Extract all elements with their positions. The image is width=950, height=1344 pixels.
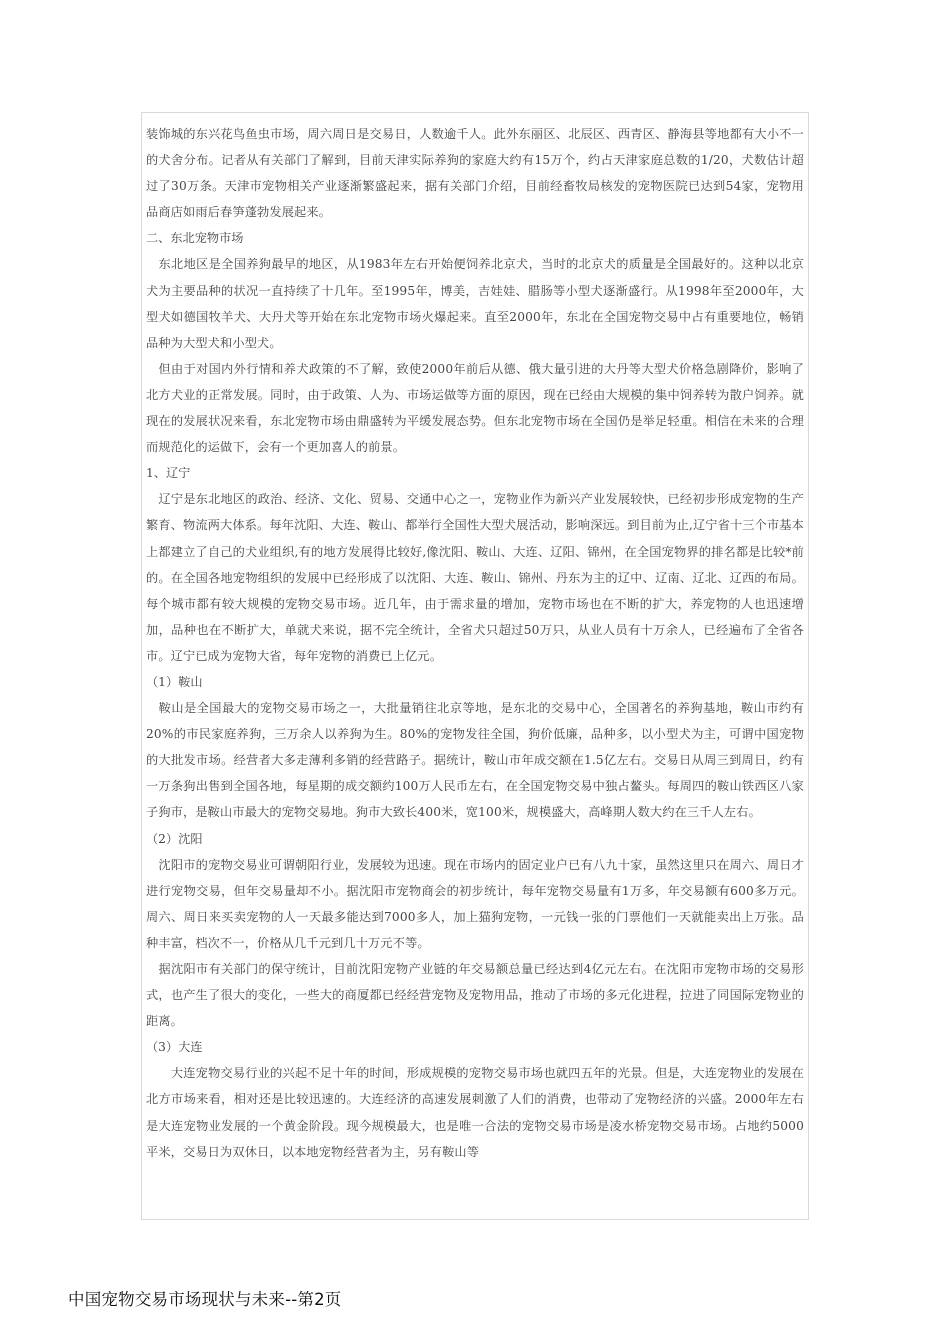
section-heading: （3）大连 <box>146 1040 203 1055</box>
paragraph: 辽宁是东北地区的政治、经济、文化、贸易、交通中心之一，宠物业作为新兴产业发展较快，已经初步形成宠物的生产繁育、物流两大体系。每年沈阳、大连、鞍山、都举行全国性大型犬展活动，影响深远。到目前为止,辽宁省十三个市基本上都建立了自己的犬业组织,有的地方发展得比较好,像沈阳、鞍山、大连、辽阳、锦州，在全国宠物界的排名都是比较*前的。在全国各地宠物组织的发展中已经形成了以沈阳、大连、鞍山、锦州、丹东为主的辽中、辽南、辽北、辽西的布局。每个城市都有较大规模的宠物交易市场。近几年，由于需求量的增加，宠物市场也在不断的扩大，养宠物的人也迅速增加，品种也在不断扩大，单就犬来说，据不完全统计，全省犬只超过50万只，从业人员有十万余人，已经遍布了全省各市。辽宁已成为宠物大省，每年宠物的消费已上亿元。 <box>146 492 804 663</box>
section-heading: 1、辽宁 <box>146 466 191 481</box>
page-footer: 中国宠物交易市场现状与未来--第2页 <box>68 1290 342 1309</box>
paragraph: 但由于对国内外行情和养犬政策的不了解，致使2000年前后从德、俄大量引进的大丹等大型犬价格急剧降价，影响了北方犬业的正常发展。同时，由于政策、人为、市场运做等方面的原因，现在已经由大规模的集中饲养转为散户饲养。就现在的发展状况来看，东北宠物市场由鼎盛转为平缓发展态势。但东北宠物市场在全国仍是举足轻重。相信在未来的合理而规范化的运做下，会有一个更加喜人的前景。 <box>146 361 804 455</box>
section-heading: 二、东北宠物市场 <box>146 231 244 246</box>
document-body <box>142 113 808 1165</box>
section-heading: （2）沈阳 <box>146 831 203 846</box>
page-frame <box>141 112 809 1220</box>
paragraph: 装饰城的东兴花鸟鱼虫市场，周六周日是交易日，人数逾千人。此外东丽区、北辰区、西青区、静海县等地都有大小不一的犬舍分布。记者从有关部门了解到，目前天津实际养狗的家庭大约有15万个，约占天津家庭总数的1/20，犬数估计超过了30万条。天津市宠物相关产业逐渐繁盛起来，据有关部门介绍，目前经畜牧局核发的宠物医院已达到54家，宠物用品商店如雨后春笋蓬勃发展起来。 <box>146 127 804 220</box>
paragraph: 据沈阳市有关部门的保守统计，目前沈阳宠物产业链的年交易额总量已经达到4亿元左右。在沈阳市宠物市场的交易形式，也产生了很大的变化，一些大的商厦都已经经营宠物及宠物用品，推动了市场的多元化进程，拉进了同国际宠物业的距离。 <box>146 962 804 1029</box>
paragraph: 沈阳市的宠物交易业可谓朝阳行业，发展较为迅速。现在市场内的固定业户已有八九十家，虽然这里只在周六、周日才进行宠物交易，但年交易量却不小。据沈阳市宠物商会的初步统计，每年宠物交易量有1万多，年交易额有600多万元。周六、周日来买卖宠物的人一天最多能达到7000多人，加上猫狗宠物，一元钱一张的门票他们一天就能卖出上万张。品种丰富，档次不一，价格从几千元到几十万元不等。 <box>146 857 804 950</box>
section-heading: （1）鞍山 <box>146 674 203 689</box>
paragraph: 鞍山是全国最大的宠物交易市场之一，大批量销往北京等地，是东北的交易中心，全国著名的养狗基地，鞍山市约有20%的市民家庭养狗，三万余人以养狗为生。80%的宠物发往全国，狗价低廉，品种多，以小型犬为主，可谓中国宠物的大批发市场。经营者大多走薄利多销的经营路子。据统计，鞍山市年成交额在1.5亿左右。交易日从周三到周日，约有一万条狗出售到全国各地，每星期的成交额约100万人民币左右，在全国宠物交易中独占鳌头。每周四的鞍山铁西区八家子狗市，是鞍山市最大的宠物交易地。狗市大致长400米，宽100米，规模盛大，高峰期人数大约在三千人左右。 <box>146 701 804 820</box>
paragraph: 东北地区是全国养狗最早的地区，从1983年左右开始便饲养北京犬，当时的北京犬的质量是全国最好的。这种以北京犬为主要品种的状况一直持续了十几年。至1995年，博美，吉娃娃、腊肠等小型犬逐渐盛行。从1998年至2000年，大型犬如德国牧羊犬、大丹犬等开始在东北宠物市场火爆起来。直至2000年，东北在全国宠物交易中占有重要地位，畅销品种为大型犬和小型犬。 <box>146 257 804 350</box>
paragraph: 大连宠物交易行业的兴起不足十年的时间，形成规模的宠物交易市场也就四五年的光景。但是，大连宠物业的发展在北方市场来看，相对还是比较迅速的。大连经济的高速发展刺激了人们的消费，也带动了宠物经济的兴盛。2000年左右是大连宠物业发展的一个黄金阶段。现今规模最大，也是唯一合法的宠物交易市场是凌水桥宠物交易市场。占地约5000平米，交易日为双休日，以本地宠物经营者为主，另有鞍山等 <box>146 1066 804 1159</box>
